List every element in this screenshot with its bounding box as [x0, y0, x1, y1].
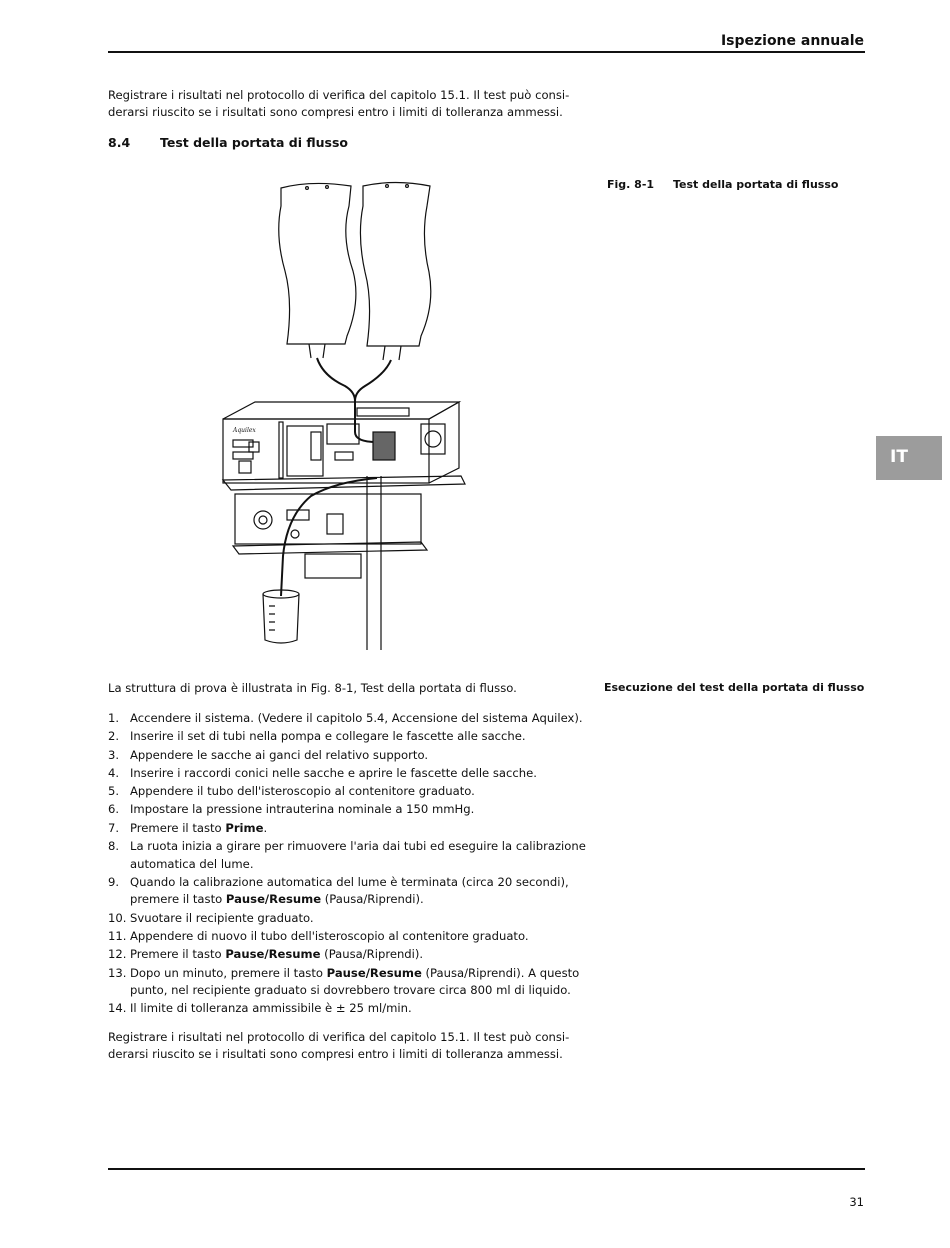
outro-paragraph: Registrare i risultati nel protocollo di verifica del capitolo 15.1. Il test può consi-derarsi riuscito se i risultati sono compresi entro i limiti di tolleranza ammessi. [108, 1030, 570, 1061]
step-text: Quando la calibrazione automatica del lume è terminata (circa 20 secondi), premere il tasto [130, 874, 569, 907]
section-title: Test della portata di flusso [160, 135, 348, 150]
procedure-step [108, 747, 588, 765]
pump-unit [223, 402, 459, 483]
procedure-step [108, 710, 588, 728]
step-text: Inserire il set di tubi nella pompa e collegare le fascette alle sacche. [130, 729, 526, 744]
page-number: 31 [849, 1195, 864, 1209]
section-number: 8.4 [108, 135, 131, 150]
step-number: 10. [108, 910, 127, 925]
procedure-steps-list [108, 710, 588, 1019]
procedure-step [108, 874, 588, 909]
procedure-step [108, 1000, 588, 1018]
procedure-step [108, 801, 588, 819]
step-number: 4. [108, 765, 120, 780]
step-text: Accendere il sistema. (Vedere il capitolo 5.4, Accensione del sistema Aquilex). [130, 711, 583, 725]
step-text: . [263, 820, 268, 835]
step-text: Appendere di nuovo il tubo dell'isteroscopio al contenitore graduato. [130, 928, 529, 943]
procedure-step [108, 965, 588, 1000]
step-key-label: Pause/Resume [225, 892, 322, 907]
step-text: Svuotare il recipiente graduato. [130, 910, 314, 925]
step-number: 3. [108, 747, 120, 762]
procedure-step [108, 765, 588, 783]
procedure-step [108, 838, 588, 873]
figure-number: Fig. 8-1 [607, 178, 655, 191]
device-brand-label: Aquilex [233, 427, 256, 434]
running-header-title: Ispezione annuale [720, 33, 864, 49]
step-text: Impostare la pressione intrauterina nominale a 150 mmHg. [130, 802, 475, 817]
language-tab [876, 436, 942, 480]
step-text: (Pausa/Riprendi). A questo punto, nel recipiente graduato si dovrebbero trovare circa 800 ml di liquido. [130, 965, 580, 998]
step-number: 13. [108, 965, 127, 980]
procedure-step [108, 928, 588, 946]
intro-paragraph: Registrare i risultati nel protocollo di verifica del capitolo 15.1. Il test può consi-derarsi riuscito se i risultati sono compresi entro i limiti di tolleranza ammessi. [108, 88, 570, 119]
procedure-step [108, 946, 588, 964]
setup-paragraph: La struttura di prova è illustrata in Fig. 8-1, Test della portata di flusso. [108, 681, 517, 695]
procedure-step [108, 910, 588, 928]
step-number: 12. [108, 947, 127, 962]
step-text: Premere il tasto [130, 947, 226, 962]
left-fluid-bag [279, 183, 356, 358]
step-text: (Pausa/Riprendi). [320, 947, 424, 962]
step-key-label: Prime [225, 820, 264, 835]
step-number: 9. [108, 874, 120, 889]
procedure-step [108, 820, 588, 838]
procedure-side-heading: Esecuzione del test della portata di flusso [604, 681, 865, 694]
step-number: 14. [108, 1001, 127, 1016]
step-number: 5. [108, 784, 120, 799]
header-rule [108, 51, 865, 53]
step-text: Dopo un minuto, premere il tasto [130, 965, 327, 980]
step-text: Appendere le sacche ai ganci del relativo supporto. [130, 747, 429, 762]
step-text: Inserire i raccordi conici nelle sacche e aprire le fascette delle sacche. [130, 765, 537, 780]
procedure-step [108, 783, 588, 801]
step-text: La ruota inizia a girare per rimuovere l'aria dai tubi ed eseguire la calibrazione automatica del lume. [130, 839, 586, 871]
step-text: Appendere il tubo dell'isteroscopio al contenitore graduato. [130, 784, 475, 799]
step-number: 11. [108, 928, 127, 943]
figure-title: Test della portata di flusso [673, 178, 839, 191]
step-number: 6. [108, 802, 120, 817]
graduated-beaker [263, 590, 299, 643]
step-number: 2. [108, 729, 120, 744]
step-text: (Pausa/Riprendi). [321, 892, 424, 907]
flow-test-illustration [215, 176, 595, 654]
footer-rule [108, 1168, 865, 1170]
procedure-step [108, 728, 588, 746]
step-number: 8. [108, 839, 120, 854]
step-text: Premere il tasto [130, 820, 226, 835]
step-text: Il limite di tolleranza ammissibile è ± 25 ml/min. [130, 1001, 412, 1016]
step-key-label: Pause/Resume [326, 965, 422, 980]
step-key-label: Pause/Resume [225, 947, 321, 962]
step-number: 1. [108, 711, 120, 725]
step-number: 7. [108, 820, 120, 835]
right-fluid-bag [360, 183, 430, 361]
language-tab-label: IT [890, 447, 908, 467]
